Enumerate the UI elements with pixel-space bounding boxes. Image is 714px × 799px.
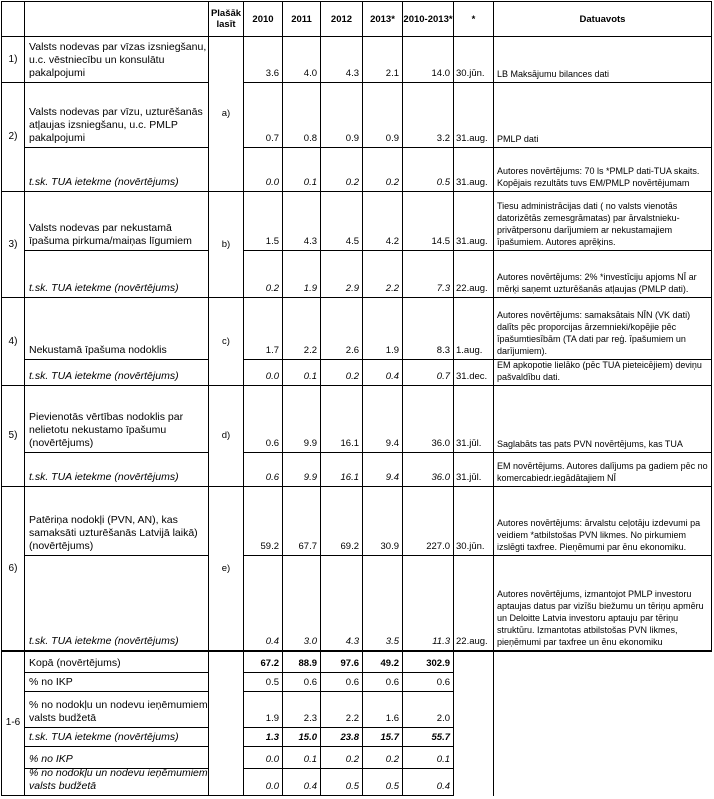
ref-a xyxy=(208,36,243,191)
source-cell-text: PMLP dati xyxy=(497,134,539,144)
date-cell-text: 31.aug. xyxy=(456,177,488,188)
date-cell-text: 31.aug. xyxy=(456,133,488,144)
row-label xyxy=(24,768,208,796)
value-cell xyxy=(402,452,453,486)
value-cell xyxy=(282,452,320,486)
value-cell xyxy=(362,650,402,672)
row-label-text: t.sk. TUA ietekme (novērtējums) xyxy=(29,635,179,647)
date-cell xyxy=(453,147,493,191)
value-cell-text: 0.2 xyxy=(345,371,359,382)
value-cell-text: 0.5 xyxy=(265,677,279,688)
value-cell-text: 0.1 xyxy=(303,754,317,765)
row-label xyxy=(24,36,208,82)
value-cell-text: 0.4 xyxy=(385,371,399,382)
value-cell-text: 9.9 xyxy=(303,438,317,449)
header-source xyxy=(493,1,712,36)
value-cell xyxy=(320,385,362,452)
value-cell-text: 0.0 xyxy=(265,177,279,188)
value-cell-text: 1.7 xyxy=(265,345,279,356)
row-number xyxy=(1,191,24,297)
value-cell xyxy=(320,768,362,796)
ref-b-text: b) xyxy=(221,238,231,250)
value-cell-text: 4.5 xyxy=(345,236,359,247)
value-cell xyxy=(243,82,282,147)
header-2012 xyxy=(320,1,362,36)
row-number-text: 3) xyxy=(8,238,18,250)
value-cell-text: 7.3 xyxy=(436,283,450,294)
value-cell-text: 0.4 xyxy=(303,781,317,792)
value-cell-text: 1.6 xyxy=(385,713,399,724)
row-label xyxy=(24,691,208,727)
value-cell-text: 227.0 xyxy=(426,541,450,552)
value-cell-text: 67.2 xyxy=(260,658,279,669)
source-cell xyxy=(493,36,712,82)
value-cell xyxy=(362,746,402,768)
value-cell xyxy=(282,555,320,650)
value-cell-text: 4.3 xyxy=(303,236,317,247)
source-cell xyxy=(493,555,712,650)
row-number-text: 1) xyxy=(8,53,18,65)
value-cell-text: 0.6 xyxy=(303,677,317,688)
date-cell-empty xyxy=(453,650,493,672)
date-cell-empty xyxy=(453,691,493,727)
date-cell-empty xyxy=(453,672,493,691)
value-cell-text: 69.2 xyxy=(340,541,359,552)
value-cell-text: 0.1 xyxy=(303,371,317,382)
header-source-text: Datuavots xyxy=(579,13,626,25)
value-cell xyxy=(320,486,362,555)
value-cell-text: 0.0 xyxy=(265,781,279,792)
value-cell-text: 1.5 xyxy=(265,236,279,247)
value-cell-text: 8.3 xyxy=(436,345,450,356)
row-label xyxy=(24,385,208,452)
row-label-text: t.sk. TUA ietekme (novērtējums) xyxy=(29,176,179,188)
value-cell xyxy=(362,147,402,191)
source-cell xyxy=(493,82,712,147)
row-number xyxy=(1,385,24,486)
row-label xyxy=(24,746,208,768)
row-label-text: t.sk. TUA ietekme (novērtējums) xyxy=(29,731,179,743)
value-cell-text: 23.8 xyxy=(340,732,359,743)
date-cell xyxy=(453,250,493,297)
header-plasak-text: Plašāk lasīt xyxy=(210,8,242,30)
value-cell xyxy=(402,191,453,250)
value-cell-text: 1.9 xyxy=(385,345,399,356)
value-cell xyxy=(243,691,282,727)
row-label-text: Pievienotās vērtības nodoklis par nelietotu nekustamo īpašumu (novērtējums) xyxy=(29,411,184,449)
ref-c-text: c) xyxy=(222,335,230,347)
value-cell-text: 55.7 xyxy=(431,732,450,743)
ref-b xyxy=(208,191,243,297)
header-blank-no xyxy=(1,1,24,36)
value-cell xyxy=(282,359,320,385)
date-cell-empty xyxy=(453,727,493,746)
value-cell xyxy=(320,359,362,385)
row-label xyxy=(24,147,208,191)
row-number-text: 1-6 xyxy=(5,717,21,728)
row-label-text: t.sk. TUA ietekme (novērtējums) xyxy=(29,282,179,294)
source-cell xyxy=(493,486,712,555)
row-number-text: 4) xyxy=(8,335,18,347)
value-cell-text: 4.3 xyxy=(345,636,359,647)
value-cell-text: 302.9 xyxy=(426,658,450,669)
ref-a-text: a) xyxy=(221,108,231,119)
value-cell xyxy=(282,768,320,796)
date-cell-text: 22.aug. xyxy=(456,636,488,647)
date-cell xyxy=(453,359,493,385)
date-cell xyxy=(453,452,493,486)
value-cell xyxy=(362,727,402,746)
date-cell-text: 1.aug. xyxy=(456,345,483,356)
value-cell xyxy=(320,555,362,650)
ref-c xyxy=(208,297,243,385)
value-cell xyxy=(243,452,282,486)
source-cell xyxy=(493,191,712,250)
value-cell-text: 0.7 xyxy=(436,371,450,382)
value-cell xyxy=(243,147,282,191)
value-cell xyxy=(362,555,402,650)
row-number-text: 5) xyxy=(8,430,18,441)
value-cell xyxy=(320,650,362,672)
value-cell xyxy=(243,385,282,452)
value-cell xyxy=(362,385,402,452)
date-cell-empty xyxy=(453,768,493,796)
value-cell-text: 0.0 xyxy=(265,754,279,765)
date-cell xyxy=(453,82,493,147)
value-cell xyxy=(402,385,453,452)
row-label xyxy=(24,650,208,672)
source-cell xyxy=(493,452,712,486)
row-number-text: 2) xyxy=(8,131,18,142)
value-cell-text: 2.9 xyxy=(345,283,359,294)
value-cell-text: 16.1 xyxy=(340,438,359,449)
source-cell-text: Autores novērtējums: ārvalstu ceļotāju izdevumi pa veidiem *atbilstošas PVN likmes. No pirkumiem izslēgti taxfree. Pieņēmumi par ēnu ekonomiku. xyxy=(497,518,701,552)
row-label-text: Valsts nodevas par vīzas izsniegšanu, u.c. vēstniecību un konsulātu pakalpojumi xyxy=(29,41,207,79)
value-cell-text: 3.2 xyxy=(436,133,450,144)
row-label-text: t.sk. TUA ietekme (novērtējums) xyxy=(29,471,179,483)
date-cell xyxy=(453,555,493,650)
value-cell-text: 16.1 xyxy=(340,472,359,483)
value-cell xyxy=(282,82,320,147)
source-cell xyxy=(493,297,712,359)
row-label-text: % no nodokļu un nodevu ieņēmumiem valsts budžetā xyxy=(29,768,208,792)
ref-blank xyxy=(208,650,243,796)
value-cell-text: 2.2 xyxy=(303,345,317,356)
row-label xyxy=(24,297,208,359)
value-cell xyxy=(282,727,320,746)
date-cell xyxy=(453,385,493,452)
value-cell-text: 3.6 xyxy=(265,68,279,79)
value-cell-text: 0.2 xyxy=(385,177,399,188)
value-cell-text: 15.7 xyxy=(380,732,399,743)
header-2011-text: 2011 xyxy=(291,13,312,25)
value-cell-text: 0.1 xyxy=(303,177,317,188)
value-cell-text: 88.9 xyxy=(298,658,317,669)
value-cell xyxy=(282,746,320,768)
value-cell-text: 9.4 xyxy=(385,438,399,449)
value-cell-text: 0.5 xyxy=(385,781,399,792)
row-label-text: t.sk. TUA ietekme (novērtējums) xyxy=(29,370,179,382)
value-cell xyxy=(282,691,320,727)
value-cell-text: 49.2 xyxy=(380,658,399,669)
header-2013-text: 2013* xyxy=(370,13,395,25)
value-cell-text: 15.0 xyxy=(298,732,317,743)
row-label-text: Kopā (novērtējums) xyxy=(29,657,121,669)
value-cell-text: 0.9 xyxy=(345,133,359,144)
value-cell xyxy=(282,36,320,82)
value-cell xyxy=(320,36,362,82)
value-cell-text: 0.5 xyxy=(436,177,450,188)
header-2012-text: 2012 xyxy=(330,13,353,25)
value-cell-text: 4.2 xyxy=(385,236,399,247)
value-cell-text: 0.8 xyxy=(303,133,317,144)
value-cell xyxy=(243,297,282,359)
value-cell-text: 0.6 xyxy=(265,438,279,449)
date-cell-text: 31.jūl. xyxy=(456,472,482,483)
source-cell-text: EM novērtējums. Autores dalījums pa gadiem pēc no komercabiedr.iegādātajiem NĪ xyxy=(497,461,708,483)
value-cell xyxy=(282,297,320,359)
value-cell xyxy=(243,359,282,385)
date-cell xyxy=(453,191,493,250)
row-number xyxy=(1,82,24,191)
value-cell-text: 0.6 xyxy=(265,472,279,483)
value-cell xyxy=(320,191,362,250)
value-cell xyxy=(362,691,402,727)
date-cell-text: 30.jūn. xyxy=(456,541,485,552)
value-cell-text: 0.9 xyxy=(385,133,399,144)
value-cell xyxy=(402,746,453,768)
header-star xyxy=(453,1,493,36)
date-cell-text: 31.aug. xyxy=(456,236,488,247)
value-cell-text: 0.5 xyxy=(345,781,359,792)
row-label-text: Valsts nodevas par vīzu, uzturēšanās atļaujas izsniegšanu, u.c. PMLP pakalpojumi xyxy=(29,106,203,144)
source-cell-text: Autores novērtējums: 2% *investīciju apjoms NĪ ar mērķi saņemt uzturēšanās atļaujas (PMLP dati). xyxy=(497,272,697,294)
totals-separator xyxy=(1,650,712,652)
source-blank xyxy=(493,650,712,796)
value-cell xyxy=(402,359,453,385)
value-cell-text: 4.3 xyxy=(345,68,359,79)
value-cell-text: 36.0 xyxy=(431,472,450,483)
value-cell xyxy=(402,486,453,555)
source-cell-text: Autores novērtējums: samaksātais NĪN (VK dati) dalīts pēc proporcijas ārzemnieki/kopējie pēc īpašumtiesībām (TA dati par reģ. īpašumiem un darījumiem). xyxy=(497,310,691,356)
value-cell-text: 9.9 xyxy=(303,472,317,483)
source-cell-text: EM apkopotie lielāko (pēc TUA pieteicējiem) deviņu pašvaldību dati. xyxy=(497,360,702,382)
row-label xyxy=(24,191,208,250)
date-cell xyxy=(453,486,493,555)
value-cell xyxy=(402,768,453,796)
value-cell-text: 0.1 xyxy=(436,754,450,765)
value-cell-text: 2.1 xyxy=(385,68,399,79)
source-cell-text: Saglabāts tas pats PVN novērtējums, kas TUA xyxy=(497,439,683,449)
value-cell xyxy=(243,191,282,250)
value-cell-text: 14.5 xyxy=(431,236,450,247)
value-cell-text: 59.2 xyxy=(260,541,279,552)
source-cell xyxy=(493,385,712,452)
row-label xyxy=(24,727,208,746)
value-cell xyxy=(320,82,362,147)
source-cell xyxy=(493,147,712,191)
value-cell-text: 2.2 xyxy=(345,713,359,724)
header-total xyxy=(402,1,453,36)
value-cell xyxy=(320,297,362,359)
value-cell-text: 30.9 xyxy=(380,541,399,552)
value-cell xyxy=(362,191,402,250)
value-cell xyxy=(282,672,320,691)
ref-d-text: d) xyxy=(221,430,231,441)
value-cell xyxy=(402,650,453,672)
row-label xyxy=(24,359,208,385)
value-cell xyxy=(362,36,402,82)
row-number-text: 6) xyxy=(8,562,18,574)
date-cell xyxy=(453,297,493,359)
value-cell xyxy=(402,82,453,147)
value-cell-text: 0.2 xyxy=(265,283,279,294)
value-cell xyxy=(243,486,282,555)
source-cell-text: Autores novērtējums: 70 ls *PMLP dati-TUA skaits. Kopējais rezultāts tuvs EM/PMLP novērtējumam xyxy=(497,166,700,188)
value-cell xyxy=(243,555,282,650)
header-star-text: * xyxy=(471,13,476,25)
value-cell xyxy=(320,746,362,768)
source-cell xyxy=(493,359,712,385)
value-cell xyxy=(282,486,320,555)
value-cell-text: 3.0 xyxy=(303,636,317,647)
row-label xyxy=(24,82,208,147)
row-label-text: % no nodokļu un nodevu ieņēmumiem valsts budžetā xyxy=(29,699,208,724)
value-cell-text: 0.0 xyxy=(265,371,279,382)
row-number xyxy=(1,297,24,385)
date-cell-text: 31.dec. xyxy=(456,371,488,382)
source-cell xyxy=(493,250,712,297)
value-cell xyxy=(320,691,362,727)
value-cell xyxy=(282,385,320,452)
value-cell-text: 0.4 xyxy=(436,781,450,792)
value-cell-text: 0.2 xyxy=(345,754,359,765)
value-cell-text: 2.6 xyxy=(345,345,359,356)
value-cell xyxy=(362,297,402,359)
date-cell-text: 31.jūl. xyxy=(456,438,482,449)
value-cell-text: 97.6 xyxy=(340,658,359,669)
row-label xyxy=(24,672,208,691)
value-cell-text: 1.3 xyxy=(265,732,279,743)
header-plasak xyxy=(208,1,243,36)
value-cell xyxy=(282,250,320,297)
row-label xyxy=(24,452,208,486)
value-cell-text: 0.7 xyxy=(265,133,279,144)
value-cell xyxy=(362,768,402,796)
row-number xyxy=(1,36,24,82)
value-cell xyxy=(320,147,362,191)
value-cell xyxy=(402,147,453,191)
value-cell xyxy=(320,452,362,486)
value-cell xyxy=(362,452,402,486)
header-2011 xyxy=(282,1,320,36)
source-cell-text: LB Maksājumu bilances dati xyxy=(497,69,610,79)
value-cell xyxy=(402,297,453,359)
value-cell-text: 2.3 xyxy=(303,713,317,724)
value-cell xyxy=(362,250,402,297)
value-cell xyxy=(243,250,282,297)
header-2013 xyxy=(362,1,402,36)
value-cell-text: 0.6 xyxy=(345,677,359,688)
header-blank-label xyxy=(24,1,208,36)
row-number xyxy=(1,650,24,796)
row-label-text: Patēriņa nodokļi (PVN, AN), kas samaksāti uzturēšanās Latvijā laikā) (novērtējums) xyxy=(29,514,198,552)
header-2010-text: 2010 xyxy=(252,13,274,25)
value-cell xyxy=(320,250,362,297)
ref-e-text: e) xyxy=(221,562,231,574)
value-cell xyxy=(362,359,402,385)
value-cell xyxy=(402,727,453,746)
value-cell xyxy=(243,36,282,82)
source-cell-text: Autores novērtējums, izmantojot PMLP investoru aptaujas datus par vizīšu biežumu un tēriņu apmēru un Deloitte Latvia investoru aptauju par tēriņu struktūru. Izmantotas atbilstošas PVN likmes, pieņēmumi par taxfree un ēnu ekonomiku xyxy=(497,589,704,647)
value-cell xyxy=(402,672,453,691)
header-2010 xyxy=(243,1,282,36)
value-cell xyxy=(282,191,320,250)
value-cell xyxy=(282,650,320,672)
value-cell xyxy=(243,672,282,691)
value-cell-text: 0.2 xyxy=(385,754,399,765)
row-label xyxy=(24,250,208,297)
value-cell-text: 3.5 xyxy=(385,636,399,647)
value-cell-text: 4.0 xyxy=(303,68,317,79)
row-number xyxy=(1,486,24,650)
date-cell xyxy=(453,36,493,82)
value-cell-text: 0.6 xyxy=(385,677,399,688)
row-label-text: % no IKP xyxy=(29,676,73,688)
value-cell-text: 67.7 xyxy=(298,541,317,552)
value-cell xyxy=(243,746,282,768)
value-cell xyxy=(320,727,362,746)
value-cell xyxy=(402,250,453,297)
row-label xyxy=(24,486,208,555)
value-cell xyxy=(243,650,282,672)
value-cell-text: 0.6 xyxy=(436,677,450,688)
value-cell-text: 0.2 xyxy=(345,177,359,188)
row-label-text: Nekustamā īpašuma nodoklis xyxy=(29,344,167,356)
value-cell xyxy=(243,727,282,746)
value-cell-text: 11.3 xyxy=(432,636,450,647)
row-label-text: % no IKP xyxy=(29,753,73,765)
value-cell xyxy=(402,555,453,650)
value-cell-text: 14.0 xyxy=(431,68,450,79)
value-cell-text: 36.0 xyxy=(431,438,450,449)
value-cell xyxy=(362,82,402,147)
value-cell xyxy=(282,147,320,191)
header-total-text: 2010-2013* xyxy=(403,13,453,25)
value-cell xyxy=(243,768,282,796)
source-cell-text: Tiesu administrācijas dati ( no valsts vienotās datorizētās zemesgrāmatas) par ārvalstnieku-privātpersonu darījumiem ar nekustamajiem īpašumiem. Autores aprēķins. xyxy=(497,201,680,247)
date-cell-empty xyxy=(453,746,493,768)
value-cell xyxy=(320,672,362,691)
ref-d xyxy=(208,385,243,486)
date-cell-text: 30.jūn. xyxy=(456,68,485,79)
value-cell-text: 1.9 xyxy=(303,283,317,294)
value-cell-text: 0.4 xyxy=(265,636,279,647)
value-cell-text: 1.9 xyxy=(265,713,279,724)
value-cell xyxy=(402,691,453,727)
row-label xyxy=(24,555,208,650)
row-label-text: Valsts nodevas par nekustamā īpašuma pirkuma/maiņas līgumiem xyxy=(29,222,192,247)
value-cell-text: 2.2 xyxy=(385,283,399,294)
value-cell-text: 2.0 xyxy=(436,713,450,724)
value-cell xyxy=(362,672,402,691)
value-cell-text: 9.4 xyxy=(385,472,399,483)
value-cell xyxy=(362,486,402,555)
date-cell-text: 22.aug. xyxy=(456,283,488,294)
ref-e xyxy=(208,486,243,650)
value-cell xyxy=(402,36,453,82)
